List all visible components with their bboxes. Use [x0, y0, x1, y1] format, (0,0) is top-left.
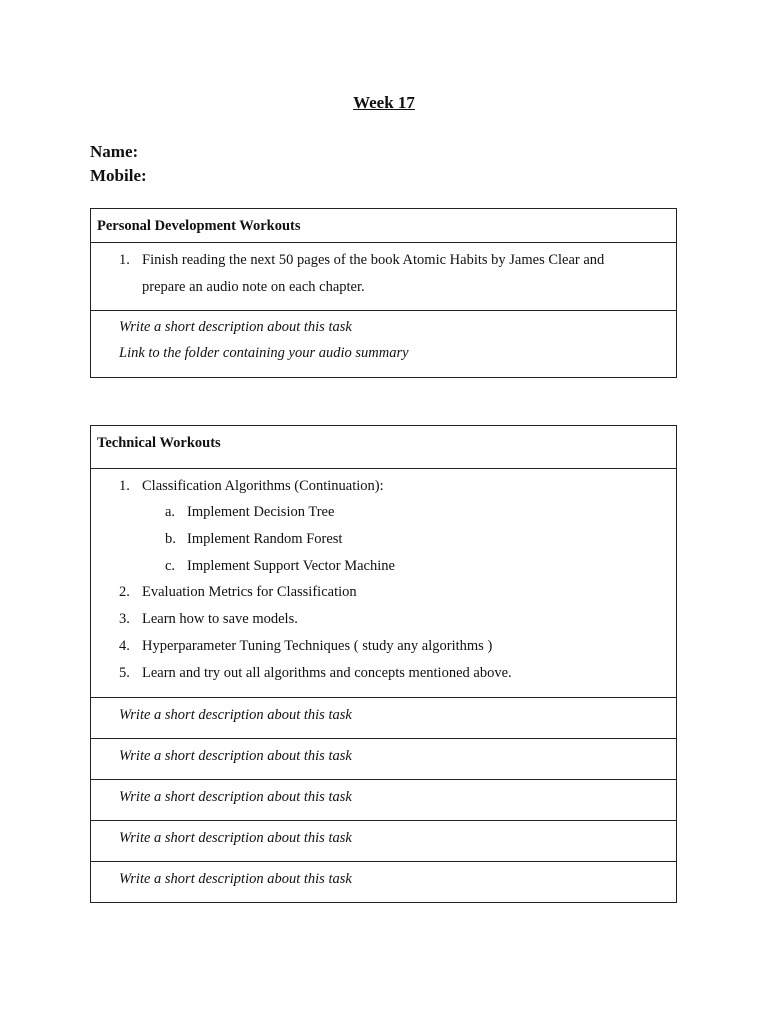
task-description-placeholder[interactable]: Write a short description about this task [119, 748, 352, 764]
list-number: 2. [119, 584, 130, 600]
sublist-letter: a. [165, 504, 176, 520]
task-list-row [91, 468, 676, 697]
list-number: 5. [119, 665, 130, 681]
list-number: 1. [119, 252, 130, 268]
page-title: Week 17 [353, 93, 415, 112]
task-description-placeholder[interactable]: Write a short description about this task [119, 871, 352, 887]
task-description-placeholder[interactable]: Write a short description about this task [119, 707, 352, 723]
description-row[interactable] [91, 310, 676, 377]
list-item: Hyperparameter Tuning Techniques ( study any algorithms ) [142, 638, 493, 654]
mobile-label: Mobile: [90, 166, 147, 185]
audio-summary-link-placeholder[interactable]: Link to the folder containing your audio summary [119, 345, 409, 361]
sublist-item: Implement Random Forest [187, 531, 343, 547]
personal-development-header: Personal Development Workouts [97, 218, 301, 234]
task-row [91, 242, 676, 310]
sublist-letter: c. [165, 558, 176, 574]
task-text-line-1: Finish reading the next 50 pages of the book Atomic Habits by James Clear and [142, 252, 605, 268]
list-number: 4. [119, 638, 130, 654]
list-number: 3. [119, 611, 130, 627]
list-item: Evaluation Metrics for Classification [142, 584, 357, 600]
task-description-placeholder[interactable]: Write a short description about this task [119, 319, 352, 335]
personal-development-table [90, 208, 677, 378]
sublist-letter: b. [165, 531, 176, 547]
technical-workouts-table [90, 425, 677, 903]
list-item: Classification Algorithms (Continuation): [142, 478, 384, 494]
description-row[interactable] [91, 861, 676, 902]
list-item: Learn how to save models. [142, 611, 298, 627]
list-number: 1. [119, 478, 130, 494]
description-row[interactable] [91, 697, 676, 738]
task-description-placeholder[interactable]: Write a short description about this task [119, 789, 352, 805]
technical-workouts-header: Technical Workouts [97, 435, 221, 451]
description-row[interactable] [91, 738, 676, 779]
task-text-line-2: prepare an audio note on each chapter. [142, 279, 365, 295]
table-header-row [91, 426, 676, 468]
sublist-item: Implement Support Vector Machine [187, 558, 395, 574]
name-label: Name: [90, 142, 139, 161]
task-description-placeholder[interactable]: Write a short description about this task [119, 830, 352, 846]
table-header-row [91, 209, 676, 242]
description-row[interactable] [91, 779, 676, 820]
list-item: Learn and try out all algorithms and concepts mentioned above. [142, 665, 512, 681]
description-row[interactable] [91, 820, 676, 861]
sublist-item: Implement Decision Tree [187, 504, 335, 520]
